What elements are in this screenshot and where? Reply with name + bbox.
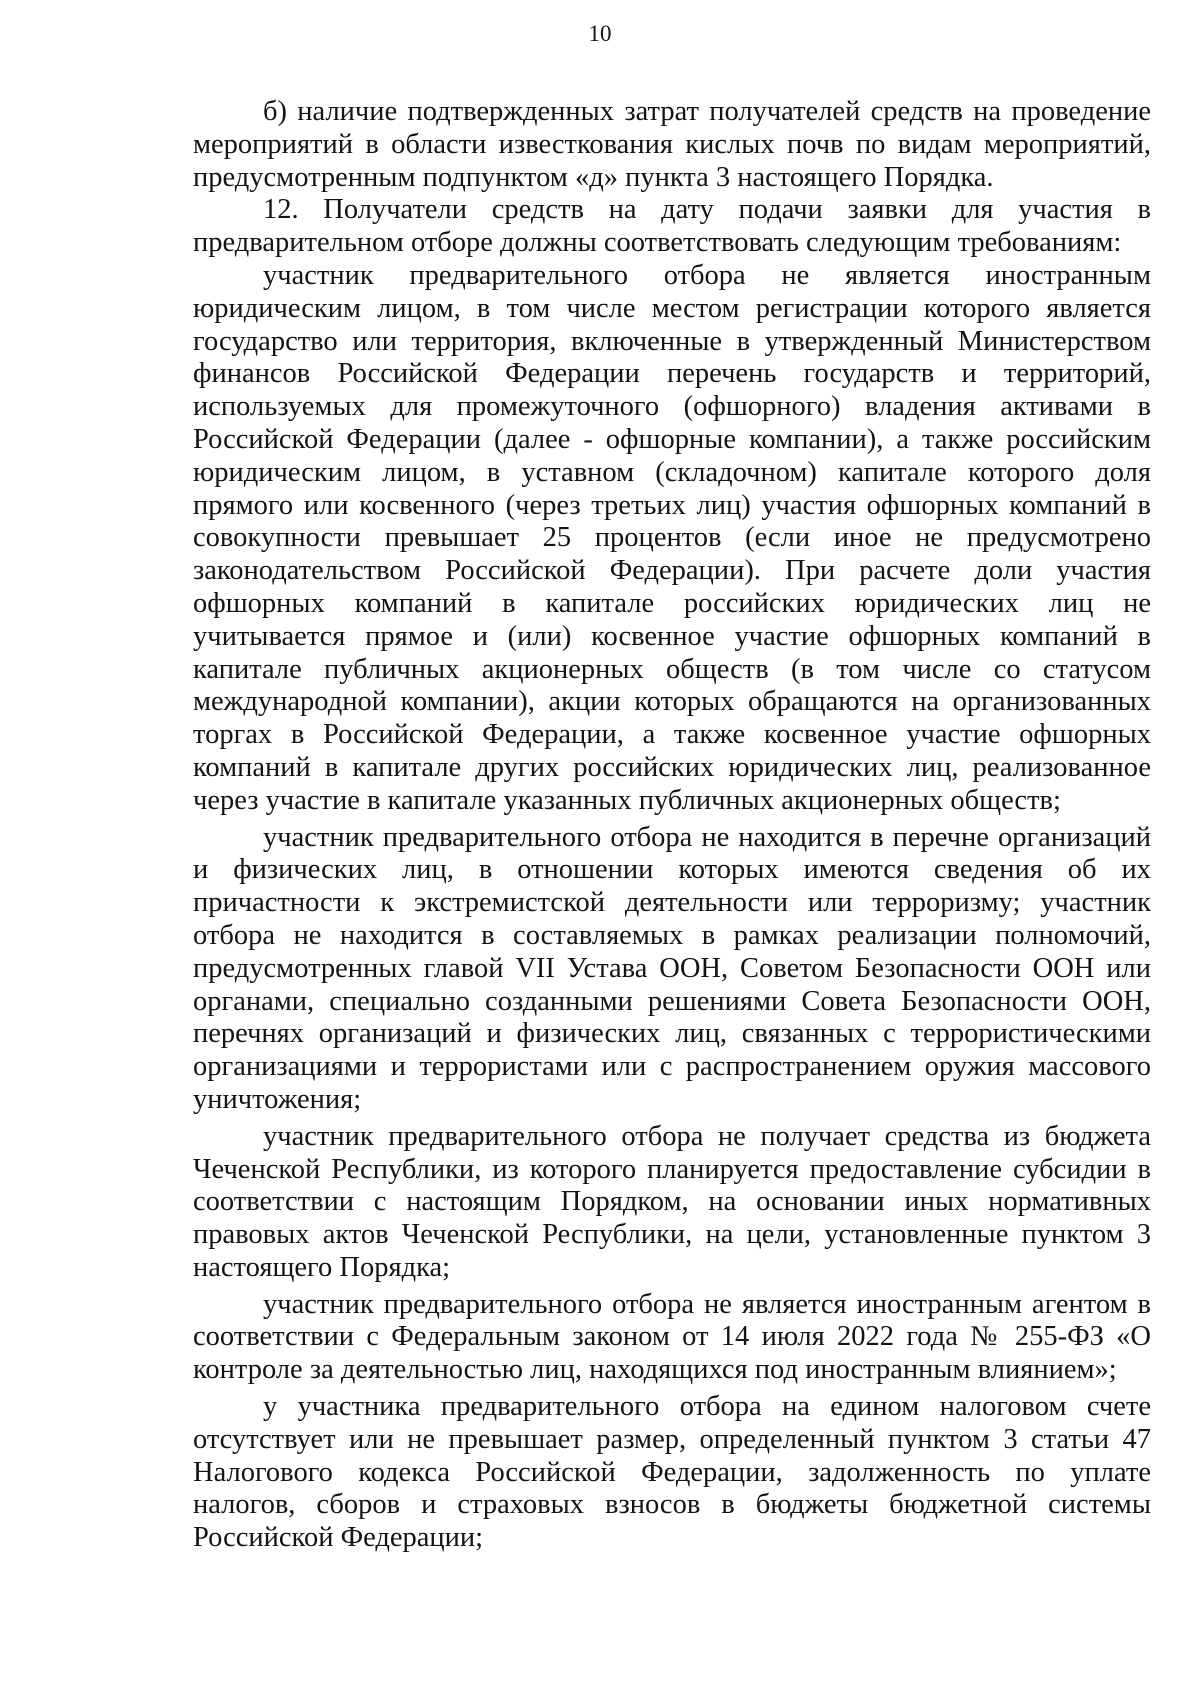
paragraph-requirement-offshore: участник предварительного отбора не является иностранным юридическим лицом, в том числе местом регистрации которого является государство или территория, включенные в утвержденный Министерством финансов Российской Федерации перечень государств и территорий, используемых для промежуточного (офшорного) владения активами в Российской Федерации (далее - офшорные компании), а также российским юридическим лицом, в уставном (складочном) капитале которого доля прямого или косвенного (через третьих лиц) участия офшорных компаний в совокупности превышает 25 процентов (если иное не предусмотрено законодательством Российской Федерации). При расчете доли участия офшорных компаний в капитале российских юридических лиц не учитывается прямое и (или) косвенное участие офшорных компаний в капитале публичных акционерных обществ (в том числе со статусом международной компании), акции которых обращаются на организованных торгах в Российской Федерации, а также косвенное участие офшорных компаний в капитале других российских юридических лиц, реализованное через участие в капитале указанных публичных акционерных обществ; — [193, 259, 1151, 816]
paragraph-requirement-tax-debt: у участника предварительного отбора на едином налоговом счете отсутствует или не превышает размер, определенный пунктом 3 статьи 47 Налогового кодекса Российской Федерации, задолженность по уплате налогов, сборов и страховых взносов в бюджеты бюджетной системы Российской Федерации; — [193, 1391, 1151, 1554]
paragraph-requirement-foreign-agent: участник предварительного отбора не является иностранным агентом в соответствии с Федеральным законом от 14 июля 2022 года № 255-ФЗ «О контроле за деятельностью лиц, находящихся под иностранным влиянием»; — [193, 1288, 1151, 1386]
page-number: 10 — [588, 21, 612, 46]
paragraph-requirement-budget: участник предварительного отбора не получает средства из бюджета Чеченской Республики, из которого планируется предоставление субсидии в соответствии с настоящим Порядком, на основании иных нормативных правовых актов Чеченской Республики, на цели, установленные пунктом 3 настоящего Порядка; — [193, 1120, 1151, 1283]
paragraph-12-intro: 12. Получатели средств на дату подачи заявки для участия в предварительном отборе должны соответствовать следующим требованиям: — [193, 194, 1151, 259]
paragraph-11b: б) наличие подтвержденных затрат получателей средств на проведение мероприятий в области известкования кислых почв по видам мероприятий, предусмотренным подпунктом «д» пункта 3 настоящего Порядка. — [193, 96, 1151, 193]
paragraph-requirement-extremism: участник предварительного отбора не находится в перечне организаций и физических лиц, в отношении которых имеются сведения об их причастности к экстремистской деятельности или терроризму; участник отбора не находится в составляемых в рамках реализации полномочий, предусмотренных главой VII Устава ООН, Советом Безопасности ООН или органами, специально созданными решениями Совета Безопасности ООН, перечнях организаций и физических лиц, связанных с террористическими организациями и террористами или с распространением оружия массового уничтожения; — [193, 821, 1151, 1115]
document-body — [193, 96, 1151, 1555]
